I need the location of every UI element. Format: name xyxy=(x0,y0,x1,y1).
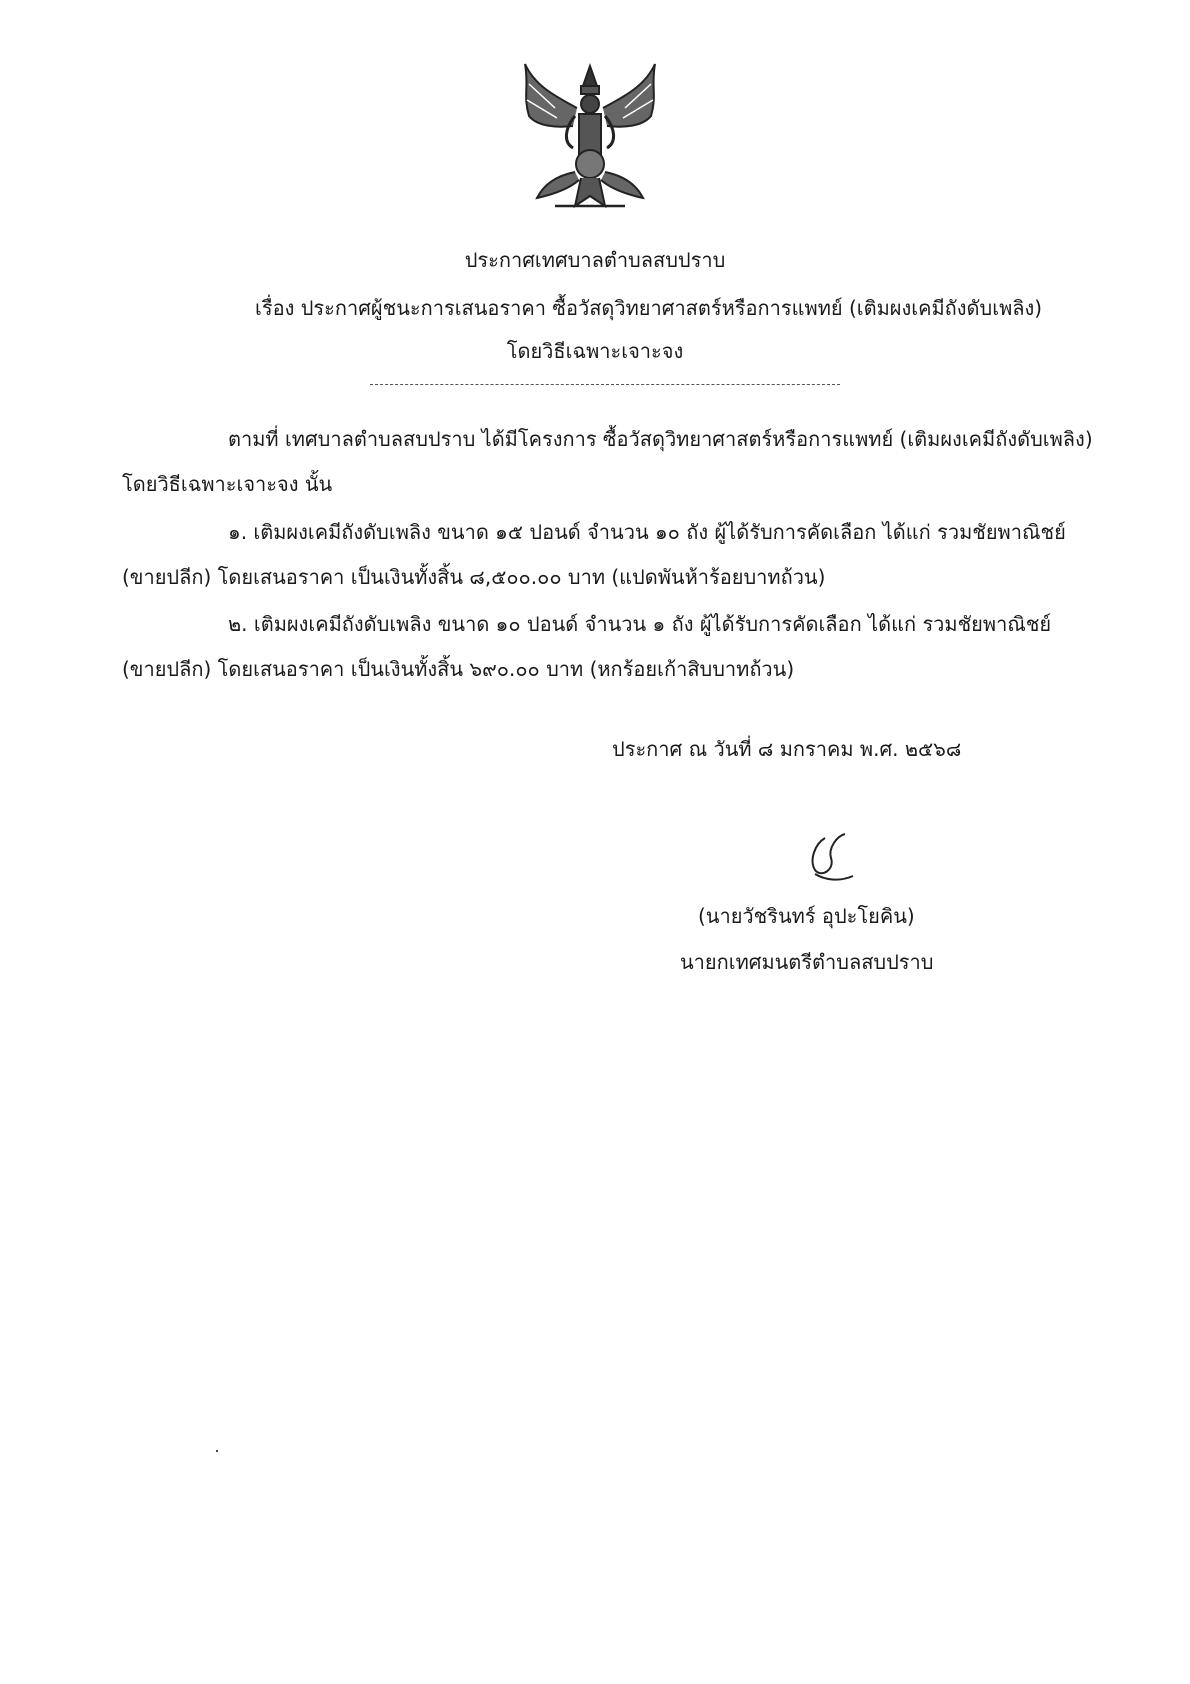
signer-name: (นายวัชรินทร์ อุปะโยคิน) xyxy=(698,904,915,928)
item-1-line2: (ขายปลีก) โดยเสนอราคา เป็นเงินทั้งสิ้น ๘,๕๐๐.๐๐ บาท (แปดพันห้าร้อยบาทถ้วน) xyxy=(122,565,826,589)
intro-paragraph-line1: ตามที่ เทศบาลตำบลสบปราบ ได้มีโครงการ ซื้อวัสดุวิทยาศาสตร์หรือการแพทย์ (เติมผงเคมีถังดับเพลิง) xyxy=(228,427,1093,451)
announcement-title: ประกาศเทศบาลตำบลสบปราบ xyxy=(464,248,726,272)
garuda-emblem-icon xyxy=(515,56,665,216)
item-2-line1: ๒. เติมผงเคมีถังดับเพลิง ขนาด ๑๐ ปอนด์ จำนวน ๑ ถัง ผู้ได้รับการคัดเลือก ได้แก่ รวมชัยพาณิชย์ xyxy=(228,612,1052,636)
item-2-line2: (ขายปลีก) โดยเสนอราคา เป็นเงินทั้งสิ้น ๖๙๐.๐๐ บาท (หกร้อยเก้าสิบบาทถ้วน) xyxy=(122,657,795,681)
signer-position: นายกเทศมนตรีตำบลสบปราบ xyxy=(680,950,934,974)
intro-paragraph-line2: โดยวิธีเฉพาะเจาะจง นั้น xyxy=(122,472,333,496)
signature-mark xyxy=(795,830,865,890)
dashed-divider xyxy=(370,384,840,385)
stray-dot xyxy=(216,1450,218,1452)
announcement-date: ประกาศ ณ วันที่ ๘ มกราคม พ.ศ. ๒๕๖๘ xyxy=(612,737,962,761)
announcement-subject: เรื่อง ประกาศผู้ชนะการเสนอราคา ซื้อวัสดุวิทยาศาสตร์หรือการแพทย์ (เติมผงเคมีถังดับเพลิง) xyxy=(255,296,1043,320)
announcement-method: โดยวิธีเฉพาะเจาะจง xyxy=(506,339,684,363)
item-1-line1: ๑. เติมผงเคมีถังดับเพลิง ขนาด ๑๕ ปอนด์ จำนวน ๑๐ ถัง ผู้ได้รับการคัดเลือก ได้แก่ รวมชัยพาณิชย์ xyxy=(228,520,1066,544)
